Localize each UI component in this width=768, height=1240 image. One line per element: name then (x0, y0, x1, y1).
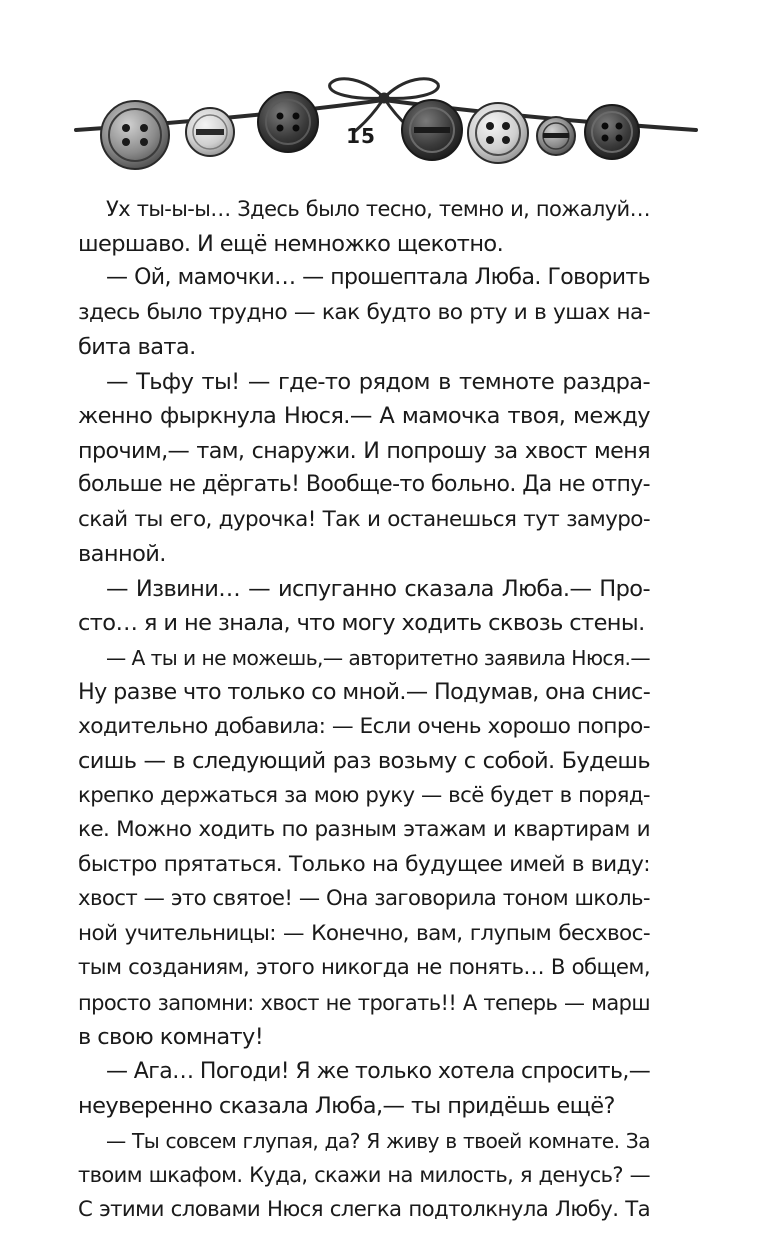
text-line: прочим,— там, снаружи. И попрошу за хвост меня (78, 437, 650, 464)
button-icon (585, 105, 639, 159)
text-line: крепко держаться за мою руку — всё будет в поряд- (78, 782, 650, 808)
text-line: — А ты и не можешь,— авторитетно заявила Нюся.— (106, 645, 650, 670)
button-icon (468, 103, 528, 163)
text-line: ке. Можно ходить по разным этажам и квартирам и (78, 817, 650, 842)
text-line: ванной. (78, 541, 166, 567)
text-line: хвост — это святое! — Она заговорила тоном школь- (78, 886, 650, 911)
text-line: просто запомни: хвост не трогать!! А теперь — марш (78, 990, 650, 1015)
text-line: — Тьфу ты! — где-то рядом в темноте раздра- (106, 368, 650, 395)
button-garland (0, 60, 768, 180)
text-line: — Ой, мамочки… — прошептала Люба. Говорить (106, 265, 650, 290)
page-number: 15 (346, 124, 376, 148)
text-line: быстро прятаться. Только на будущее имей в виду: (78, 851, 650, 877)
text-line: — Ага… Погоди! Я же только хотела спросить,— (106, 1058, 651, 1084)
body-text (78, 192, 650, 1227)
text-line: Ух ты-ы-ы… Здесь было тесно, темно и, пожалуй… (106, 197, 650, 221)
text-line: Ну разве что только со мной.— Подумав, она снис- (78, 679, 651, 705)
text-line: скай ты его, дурочка! Так и останешься тут замуро- (78, 506, 650, 532)
header-decoration (0, 60, 768, 180)
text-line: твоим шкафом. Куда, скажи на милость, я денусь? — (78, 1163, 650, 1187)
text-line: ходительно добавила: — Если очень хорошо попро- (78, 713, 650, 739)
text-line: сишь — в следующий раз возьму с собой. Будешь (78, 748, 650, 774)
text-line: ной учительницы: — Конечно, вам, глупым бесхвос- (78, 920, 650, 946)
text-line: шершаво. И ещё немножко щекотно. (78, 230, 504, 257)
button-icon (258, 92, 318, 152)
text-line: бита вата. (78, 334, 196, 360)
button-icon (402, 100, 462, 160)
text-line: больше не дёргать! Вообще-то больно. Да не отпу- (78, 472, 650, 497)
text-line: здесь было трудно — как будто во рту и в ушах на- (78, 299, 650, 325)
text-line: С этими словами Нюся слегка подтолкнула Любу. Та (78, 1196, 650, 1222)
text-line: тым созданиям, этого никогда не понять… В общем, (78, 955, 650, 980)
text-line: — Ты совсем глупая, да? Я живу в твоей комнате. За (106, 1128, 650, 1153)
text-line: — Извини… — испуганно сказала Люба.— Про- (106, 575, 650, 602)
text-line: в свою комнату! (78, 1024, 264, 1050)
button-icon (537, 117, 575, 155)
text-line: женно фыркнула Нюся.— А мамочка твоя, между (78, 403, 650, 429)
button-icon (186, 108, 234, 156)
button-icon (101, 101, 169, 169)
text-line: сто… я и не знала, что могу ходить сквозь стены. (78, 610, 645, 636)
text-line: неуверенно сказала Люба,— ты придёшь ещё? (78, 1093, 615, 1119)
